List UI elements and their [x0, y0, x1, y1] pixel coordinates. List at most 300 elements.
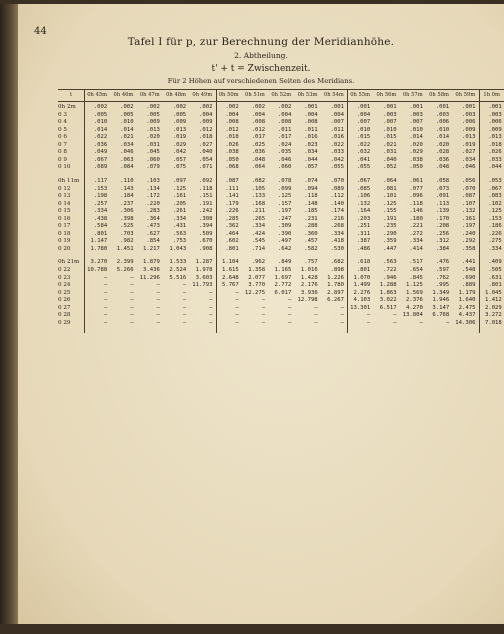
table-cell: .438 [93, 215, 108, 222]
row-label: 0 6 [58, 134, 67, 141]
table-cell: .132 [356, 200, 371, 207]
column-header: 0h 54m [323, 92, 344, 98]
table-cell: .179 [225, 200, 239, 207]
table-cell: .033 [488, 156, 502, 163]
table-cell: .358 [462, 245, 476, 252]
table-cell: .006 [488, 119, 502, 126]
table-cell: 14.306 [455, 319, 476, 326]
table-cell: .003 [409, 111, 423, 118]
table-cell: .087 [462, 193, 476, 200]
table-cell: — [288, 319, 292, 326]
table-cell: .024 [277, 141, 292, 148]
table-cell: .384 [435, 245, 450, 252]
row-label: 0 20 [58, 245, 71, 252]
row-label: 0 10 [58, 164, 71, 171]
table-cell: .256 [435, 230, 450, 237]
table-cell: 4.103 [353, 297, 371, 304]
table-cell: — [209, 289, 213, 296]
table-cell: .265 [251, 215, 266, 222]
table-cell: .082 [251, 177, 266, 184]
table-cell: .334 [330, 230, 344, 237]
table-cell: .017 [277, 134, 292, 141]
table-cell: 2.772 [274, 282, 292, 289]
table-cell: .012 [251, 126, 266, 133]
table-cell: .027 [199, 141, 213, 148]
row-label: 0 5 [58, 126, 67, 133]
table-cell: .140 [330, 200, 344, 207]
row-label: 0 13 [58, 193, 71, 200]
table-cell: .292 [462, 238, 476, 245]
table-cell: .058 [435, 177, 450, 184]
table-cell: .703 [120, 230, 134, 237]
row-label: 0 22 [58, 267, 71, 273]
table-cell: — [235, 289, 239, 296]
table-cell: .003 [488, 111, 502, 118]
row-label: 0 16 [58, 215, 71, 222]
page-number: 44 [34, 26, 47, 37]
table-cell: 3.270 [90, 259, 108, 266]
table-cell: .251 [356, 223, 371, 230]
table-cell: — [130, 319, 134, 326]
table-cell: .854 [146, 238, 160, 245]
table-cell: — [182, 282, 187, 289]
table-cell: — [235, 304, 239, 311]
table-cell: .044 [488, 164, 502, 171]
table-cell: .020 [409, 141, 423, 148]
table-cell: .006 [435, 119, 450, 126]
table-cell: 6.267 [327, 297, 344, 304]
table-cell: .237 [120, 200, 134, 207]
table-cell: .034 [120, 141, 134, 148]
table-cell: — [156, 304, 160, 311]
table-cell: — [103, 274, 108, 281]
table-cell: .002 [146, 104, 160, 110]
table-cell: .050 [409, 164, 423, 171]
table-cell: .096 [409, 193, 423, 200]
table-cell: .055 [356, 164, 371, 171]
table-cell: .146 [409, 208, 423, 215]
table-cell: .157 [277, 200, 292, 207]
table-cell: .722 [383, 267, 397, 273]
table-cell: .563 [383, 259, 397, 266]
table-cell: .102 [488, 200, 502, 207]
table-cell: .067 [93, 156, 108, 163]
table-cell: .602 [225, 238, 239, 245]
table-cell: .982 [120, 238, 134, 245]
table-cell: .028 [435, 149, 450, 156]
table-cell: .032 [356, 149, 371, 156]
table-cell: .670 [199, 238, 213, 245]
table-cell: .005 [93, 111, 108, 118]
row-label: 0 15 [58, 208, 71, 215]
table-cell: — [314, 319, 318, 326]
table-cell: .006 [462, 119, 476, 126]
table-cell: .995 [435, 282, 450, 289]
table-cell: 7.018 [484, 319, 502, 326]
table-cell: 3.436 [143, 267, 160, 273]
table-cell: .476 [435, 259, 450, 266]
table-cell: .753 [172, 238, 187, 245]
table-cell: .050 [225, 156, 239, 163]
table-cell: .306 [120, 208, 134, 215]
table-cell: .009 [172, 119, 187, 126]
table-cell: .143 [120, 185, 134, 192]
table-cell: .690 [462, 274, 476, 281]
table-cell: 1.499 [353, 282, 371, 289]
table-cell: .390 [277, 230, 292, 237]
table-cell: .009 [488, 126, 502, 133]
table-cell: .441 [462, 259, 476, 266]
table-cell: .103 [146, 177, 160, 184]
table-cell: .762 [435, 274, 450, 281]
table-cell: .004 [356, 111, 371, 118]
table-cell: .008 [304, 119, 318, 126]
table-cell: .334 [172, 215, 187, 222]
table-cell: .132 [462, 208, 476, 215]
table-cell: 2.524 [169, 267, 187, 273]
table-cell: .161 [462, 215, 476, 222]
table-cell: .360 [304, 230, 318, 237]
table-cell: — [235, 297, 239, 304]
table-cell: .067 [356, 177, 371, 184]
row-label: 0 19 [58, 238, 71, 245]
table-cell: .057 [304, 164, 318, 171]
table-cell: — [103, 282, 108, 289]
table-cell: .074 [304, 177, 318, 184]
table-cell: .283 [146, 208, 160, 215]
table-cell: .133 [251, 193, 266, 200]
table-cell: .097 [172, 177, 187, 184]
table-cell: .040 [383, 156, 397, 163]
table-cell: — [209, 304, 213, 311]
table-cell: — [130, 274, 134, 281]
table-cell: .053 [488, 177, 502, 184]
table-cell: .845 [409, 274, 423, 281]
table-cell: .509 [199, 230, 213, 237]
table-cell: .089 [330, 185, 344, 192]
table-cell: 12.798 [297, 297, 318, 304]
table-cell: — [340, 304, 344, 311]
table-cell: .042 [330, 156, 344, 163]
table-cell: 1.104 [221, 259, 239, 266]
table-cell: .359 [383, 238, 397, 245]
table-cell: .004 [199, 111, 213, 118]
table-cell: .036 [251, 149, 266, 156]
table-cell: 2.276 [353, 289, 371, 296]
table-cell: .198 [93, 193, 108, 200]
table-cell: — [314, 304, 318, 311]
row-label: 0h 21m [58, 259, 80, 266]
table-cell: — [156, 319, 160, 326]
table-cell: — [103, 319, 108, 326]
table-cell: 1.863 [379, 289, 397, 296]
table-cell: .184 [120, 193, 134, 200]
table-cell: .001 [462, 104, 476, 110]
table-caption: Für 2 Höhen auf verschiedenen Seiten des Meridians. [167, 77, 355, 85]
table-cell: .431 [172, 223, 187, 230]
table-cell: .191 [383, 215, 397, 222]
table-cell: .409 [488, 259, 502, 266]
table-cell: .004 [330, 111, 344, 118]
table-cell: — [261, 304, 266, 311]
table-cell: .031 [146, 141, 160, 148]
table-cell: — [182, 289, 187, 296]
table-cell: .033 [330, 149, 344, 156]
table-cell: 2.029 [484, 304, 502, 311]
table-cell: .654 [409, 267, 423, 273]
table-cell: .226 [225, 208, 239, 215]
table-cell: .048 [435, 164, 450, 171]
table-cell: .001 [356, 104, 371, 110]
table-cell: — [235, 319, 239, 326]
table-cell: .064 [251, 164, 266, 171]
table-cell: .155 [383, 208, 397, 215]
table-cell: .002 [251, 104, 266, 110]
table-cell: 6.768 [432, 312, 450, 319]
table-cell: 1.288 [379, 282, 397, 289]
table-cell: — [156, 282, 160, 289]
table-cell: .001 [383, 104, 397, 110]
table-cell: .008 [225, 119, 239, 126]
table-cell: — [261, 319, 266, 326]
table-cell: .312 [435, 238, 450, 245]
table-cell: .007 [383, 119, 397, 126]
table-cell: .018 [199, 134, 213, 141]
table-cell: .016 [330, 134, 344, 141]
table-cell: .226 [488, 230, 502, 237]
column-header: 1h 0m [483, 92, 500, 98]
table-cell: .014 [93, 126, 108, 133]
table-cell: .064 [383, 177, 397, 184]
table-cell: .002 [199, 104, 213, 110]
table-cell: 1.165 [274, 267, 292, 273]
row-label: 0h 2m [58, 104, 76, 110]
table-cell: .117 [93, 177, 108, 184]
row-label: 0 7 [58, 141, 67, 148]
table-cell: 10.788 [87, 267, 108, 273]
table-cell: 1.016 [300, 267, 318, 273]
column-header: 0h 53m [297, 92, 318, 98]
column-rule [84, 89, 85, 333]
table-cell: 5.767 [221, 282, 239, 289]
table-cell: — [393, 319, 397, 326]
table-cell: — [103, 289, 108, 296]
table-cell: .125 [172, 185, 187, 192]
table-cell: — [182, 304, 187, 311]
table-cell: .334 [93, 208, 108, 215]
table-cell: .530 [330, 245, 344, 252]
table-cell: 3.022 [379, 297, 397, 304]
table-cell: .257 [93, 200, 108, 207]
table-cell: .148 [304, 200, 318, 207]
table-cell: .013 [172, 126, 187, 133]
table-cell: 5.516 [169, 274, 187, 281]
table-cell: .070 [330, 177, 344, 184]
table-cell: .049 [93, 149, 108, 156]
table-cell: 4.437 [458, 312, 476, 319]
table-cell: — [340, 319, 344, 326]
table-cell: .247 [277, 215, 292, 222]
row-label: 0 24 [58, 282, 71, 289]
table-cell: .111 [225, 185, 239, 192]
table-cell: 1.125 [406, 282, 423, 289]
table-cell: .290 [383, 230, 397, 237]
table-cell: .044 [304, 156, 318, 163]
table-cell: 1.946 [432, 297, 450, 304]
table-cell: .191 [199, 200, 213, 207]
formula: t' + t = Zwischenzeit. [211, 64, 311, 74]
table-cell: .060 [277, 164, 292, 171]
table-cell: .011 [277, 126, 292, 133]
book-page [18, 4, 504, 624]
table-cell: .027 [462, 149, 476, 156]
row-label: 0 23 [58, 274, 71, 281]
table-cell: .118 [304, 193, 318, 200]
table-cell: .134 [146, 185, 160, 192]
table-cell: .026 [488, 149, 502, 156]
table-cell: .063 [120, 156, 134, 163]
table-cell: .682 [330, 259, 344, 266]
table-cell: .216 [330, 215, 344, 222]
table-cell: .168 [251, 200, 266, 207]
table-cell: — [366, 319, 371, 326]
table-cell: .364 [146, 215, 160, 222]
table-cell: .036 [435, 156, 450, 163]
table-cell: .002 [277, 104, 292, 110]
row-label: 0 9 [58, 156, 67, 163]
table-cell: .584 [93, 223, 108, 230]
table-cell: .010 [409, 126, 423, 133]
table-cell: 2.077 [248, 274, 266, 281]
table-cell: .362 [225, 223, 239, 230]
table-cell: .014 [435, 134, 450, 141]
table-cell: .309 [277, 223, 292, 230]
table-cell: 2.376 [406, 297, 423, 304]
table-cell: .125 [383, 200, 397, 207]
table-cell: 6.017 [274, 289, 292, 296]
table-cell: .014 [409, 134, 423, 141]
table-cell: .946 [383, 274, 397, 281]
table-cell: .021 [383, 141, 397, 148]
column-header: 0h 47m [139, 92, 160, 98]
table-cell: .016 [304, 134, 318, 141]
table-cell: .004 [277, 111, 292, 118]
table-cell: .020 [146, 134, 160, 141]
table-cell: 13.301 [350, 304, 371, 311]
header-rule-top [58, 89, 504, 90]
table-cell: — [103, 312, 108, 319]
table-cell: .275 [488, 238, 502, 245]
table-cell: .497 [277, 238, 292, 245]
table-cell: .060 [146, 156, 160, 163]
table-cell: 6.517 [379, 304, 397, 311]
table-cell: .009 [199, 119, 213, 126]
table-cell: — [156, 312, 160, 319]
table-cell: .092 [199, 177, 213, 184]
table-cell: .073 [435, 185, 450, 192]
table-cell: — [103, 297, 108, 304]
table-cell: 1.451 [116, 245, 134, 252]
table-cell: — [288, 312, 292, 319]
table-cell: — [130, 304, 134, 311]
table-cell: .018 [488, 141, 502, 148]
table-cell: .094 [304, 185, 318, 192]
table-cell: .170 [435, 215, 450, 222]
table-cell: 1.226 [327, 274, 344, 281]
column-header: 0h 52m [271, 92, 292, 98]
table-cell: 3.272 [484, 312, 502, 319]
table-cell: .009 [462, 126, 476, 133]
table-cell: .180 [409, 215, 423, 222]
table-cell: .013 [462, 134, 476, 141]
row-label: 0 28 [58, 312, 71, 319]
table-cell: .174 [330, 208, 344, 215]
table-cell: .052 [383, 164, 397, 171]
table-cell: .002 [172, 104, 187, 110]
table-cell: .087 [225, 177, 239, 184]
row-label: 0 12 [58, 185, 71, 192]
table-cell: .013 [488, 134, 502, 141]
table-cell: 1.978 [195, 267, 213, 273]
table-cell: .457 [304, 238, 318, 245]
table-cell: 12.275 [244, 289, 266, 296]
table-cell: 2.648 [221, 274, 239, 281]
table-cell: .015 [383, 134, 397, 141]
table-cell: .019 [462, 141, 476, 148]
table-cell: 3.770 [248, 282, 266, 289]
table-cell: .285 [225, 215, 239, 222]
table-cell: .962 [251, 259, 266, 266]
table-cell: .018 [225, 134, 239, 141]
table-cell: .197 [462, 223, 476, 230]
table-cell: — [130, 312, 134, 319]
table-cell: .015 [356, 134, 371, 141]
group-rule [347, 89, 348, 333]
table-cell: .099 [277, 185, 292, 192]
row-label: 0 3 [58, 111, 67, 118]
table-cell: — [209, 312, 213, 319]
table-cell: 1.043 [169, 245, 187, 252]
table-cell: .261 [172, 208, 187, 215]
row-label: 0 18 [58, 230, 71, 237]
table-cell: .089 [93, 164, 108, 171]
table-cell: .186 [488, 223, 502, 230]
table-cell: .001 [488, 104, 502, 110]
table-cell: .005 [146, 111, 160, 118]
table-cell: .008 [251, 119, 266, 126]
table-cell: .026 [225, 141, 239, 148]
table-cell: .025 [251, 141, 266, 148]
table-cell: — [288, 297, 292, 304]
table-cell: — [130, 289, 134, 296]
data-table [58, 89, 504, 369]
table-cell: — [261, 312, 266, 319]
table-cell: 3.936 [300, 289, 318, 296]
table-cell: 1.780 [90, 245, 108, 252]
table-cell: 2.475 [458, 304, 476, 311]
table-cell: 1.045 [484, 289, 502, 296]
table-cell: .101 [383, 193, 397, 200]
table-cell: .505 [488, 267, 502, 273]
table-cell: .757 [304, 259, 318, 266]
table-cell: 3.603 [195, 274, 213, 281]
table-cell: 11.793 [192, 282, 213, 289]
book-gutter [0, 4, 18, 624]
table-cell: .597 [435, 267, 450, 273]
table-cell: .107 [462, 200, 476, 207]
table-cell: .034 [462, 156, 476, 163]
table-cell: .038 [409, 156, 423, 163]
